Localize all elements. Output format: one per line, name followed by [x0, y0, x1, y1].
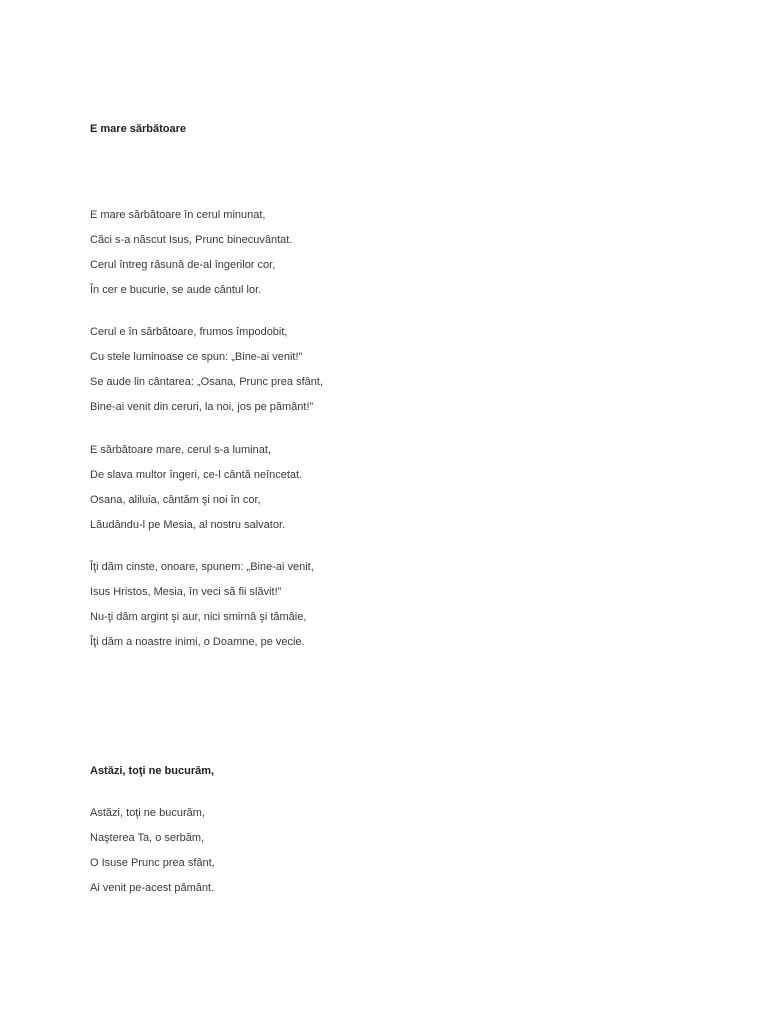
poem-line: E sărbătoare mare, cerul s-a luminat, — [90, 444, 271, 456]
poem-line: O Isuse Prunc prea sfânt, — [90, 857, 215, 869]
poem-line: Ai venit pe-acest pământ. — [90, 882, 215, 894]
poem-line: Cerul e în sărbătoare, frumos împodobit, — [90, 326, 288, 338]
poem-line: Astăzi, toţi ne bucurăm, — [90, 807, 205, 819]
poem-line: Cu stele luminoase ce spun: „Bine-ai venit!” — [90, 351, 303, 363]
poem-title: Astăzi, toţi ne bucurăm, — [90, 765, 215, 777]
poem-line: Naşterea Ta, o serbăm, — [90, 832, 205, 844]
poem-line: Nu-ţi dăm argint şi aur, nici smirnă şi tămâie, — [90, 611, 307, 623]
poem-line: E mare sărbătoare în cerul minunat, — [90, 209, 266, 221]
poem-line: Îţi dăm a noastre inimi, o Doamne, pe vecie. — [90, 636, 305, 648]
poem-line: Lăudându-l pe Mesia, al nostru salvator. — [90, 519, 286, 531]
poem-line: Bine-ai venit din ceruri, la noi, jos pe pământ!” — [90, 401, 314, 413]
poem-line: Îţi dăm cinste, onoare, spunem: „Bine-ai venit, — [90, 561, 314, 573]
poem-line: Căci s-a născut Isus, Prunc binecuvântat. — [90, 234, 293, 246]
poem-line: Se aude lin cântarea: „Osana, Prunc prea sfânt, — [90, 376, 323, 388]
poem-line: De slava multor îngeri, ce-l cântă neîncetat. — [90, 469, 303, 481]
poem-line: Osana, aliluia, cântăm şi noi în cor, — [90, 494, 261, 506]
poem-line: În cer e bucurie, se aude cântul lor. — [90, 284, 262, 296]
poem-title: E mare sărbătoare — [90, 123, 186, 135]
poem-line: Isus Hristos, Mesia, în veci să fii slăvit!” — [90, 586, 282, 598]
poem-line: Cerul întreg răsună de-al îngerilor cor, — [90, 259, 276, 271]
